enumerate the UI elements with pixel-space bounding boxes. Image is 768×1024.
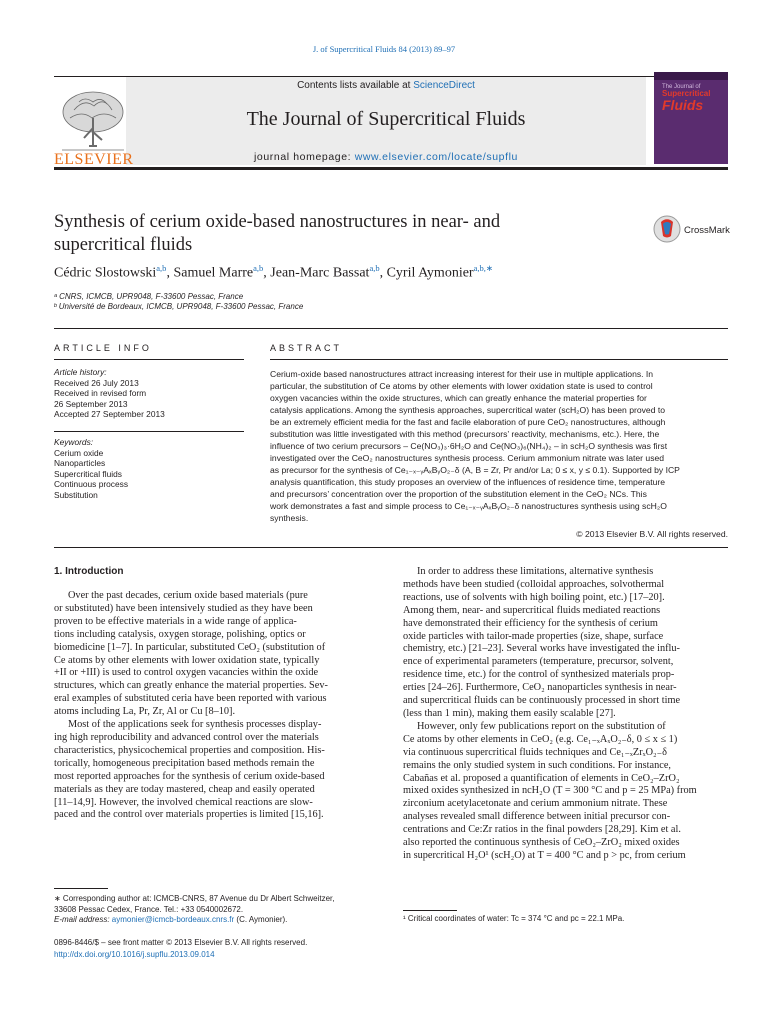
text-line: centrations and Ce:Zr ratios in the final powders [28,29]. Kim et al.	[403, 824, 681, 836]
abstract-line: Cerium-oxide based nanostructures attract increasing interest for their use in multiple applications. In	[270, 369, 654, 379]
abstract-line: be an extremely efficient media for the fast and facile elaboration of pure CeO₂ nanostructures, although	[270, 417, 666, 427]
text-line: Among them, near- and supercritical fluids mediated reactions	[403, 604, 661, 616]
sciencedirect-link[interactable]: ScienceDirect	[413, 80, 475, 91]
author-affiliation-marker[interactable]: a,b	[156, 263, 167, 273]
abstract-bottom-rule	[54, 547, 728, 548]
text-line: Ce atoms by other elements in CeO₂ (e.g. Ce₁₋ₓAₓO₂₋δ, 0 ≤ x ≤ 1)	[403, 733, 678, 745]
text-line: mixed oxides synthesized in ncH₂O (T = 300 °C and p = 25 MPa) from	[403, 785, 697, 797]
title-line-2: supercritical fluids	[54, 235, 193, 255]
abstract-line: synthesis.	[270, 513, 309, 523]
keyword: Continuous process	[54, 479, 129, 489]
abstract-line: catalysis applications. Among the synthesis approaches, supercritical water (scH₂O) has been proved to	[270, 405, 666, 415]
text-line: have demonstrated their efficiency for the synthesis of cerium	[403, 617, 658, 629]
author-name[interactable]: Samuel Marre	[173, 265, 254, 281]
email-line	[54, 915, 384, 926]
homepage-link[interactable]: www.elsevier.com/locate/supflu	[354, 151, 519, 163]
text-line: analyses revealed small difference between initial precursor con-	[403, 811, 671, 823]
text-line: [11–14,9]. However, the involved chemical reactions are slow-	[54, 796, 313, 808]
keywords	[54, 437, 244, 500]
author-affiliation-marker[interactable]: a,b	[369, 263, 380, 273]
text-line: eral examples of substituted ceria have been reported with various	[54, 693, 327, 705]
abstract-line: investigated over the CeO₂ nanostructures synthesis process. Cerium ammonium nitrate was later used	[270, 453, 665, 463]
abstract-line: and precursors’ concentration over the proportion of the substitution element in the CeO₂ NCs. This	[270, 489, 647, 499]
affiliation-b: ᵇ Université de Bordeaux, ICMCB, UPR9048, F-33600 Pessac, France	[54, 302, 304, 311]
text-line: structures, which can greatly enhance the material properties. Sev-	[54, 680, 328, 692]
text-line: also reported the continuous synthesis of CeO₂–ZrO₂ mixed oxides	[403, 837, 680, 849]
history-item: Received 26 July 2013	[54, 377, 139, 388]
issn-block	[54, 937, 307, 961]
text-line: remains the only studied system in such conditions. For instance,	[403, 759, 671, 771]
abstract-rule	[270, 359, 728, 360]
keyword: Substitution	[54, 489, 98, 500]
header-bottom-rule	[54, 167, 728, 170]
contents-available	[126, 80, 646, 91]
cover-line2: Supercritical	[662, 89, 711, 98]
author-name[interactable]: Cédric Slostowski	[54, 265, 157, 281]
affiliation-a: ᵃ CNRS, ICMCB, UPR9048, F-33600 Pessac, France	[54, 292, 244, 301]
text-line: reactions, use of solvents with high boiling point, etc.) [17–20].	[403, 591, 665, 603]
text-line: characteristics, physicochemical properties and composition. His-	[54, 744, 325, 756]
text-line: Most of the applications seek for synthesis processes display-	[68, 719, 322, 731]
text-line: in supercritical H₂O¹ (scH₂O) at T = 400 °C and p > pc, from cerium	[403, 849, 686, 861]
abstract-text	[270, 368, 728, 524]
text-line: materials as they are today mastered, cheap and easily operated	[54, 783, 315, 795]
keywords-label: Keywords:	[54, 437, 94, 447]
footnote-line: ∗ Corresponding author at: ICMCB-CNRS, 87 Avenue du Dr Albert Schweitzer,	[54, 894, 335, 903]
abstract-line: oxygen vacancies within the oxide structures, which can greatly enhance the material properties for	[270, 393, 647, 403]
title-line-1: Synthesis of cerium oxide-based nanostructures in near- and	[54, 212, 501, 232]
text-line: biomedicine [1–7]. In particular, substituted CeO₂ (substitution of	[54, 641, 326, 653]
footnote-rule-right	[403, 910, 457, 911]
abstract-line: influence of two cerium precursors – Ce(NO₃)₃·6H₂O and Ce(NO₃)₆(NH₄)₂ – in scH₂O synthesis was first	[270, 441, 668, 451]
article-info-heading: ARTICLE INFO	[54, 343, 152, 353]
elsevier-wordmark: ELSEVIER	[54, 151, 134, 168]
keywords-rule	[54, 431, 244, 432]
text-line: zirconium acetylacetonate and cerium ammonium nitrate. These	[403, 798, 668, 810]
issn-line: 0896-8446/$ – see front matter © 2013 Elsevier B.V. All rights reserved.	[54, 938, 308, 947]
abstract-line: particular, the substitution of Ce atoms by other elements with lower oxidation state is used to control	[270, 381, 653, 391]
text-line: ing high reproducibility and advanced control over the materials	[54, 731, 319, 743]
text-line: most reported approaches for the synthesis of cerium oxide-based	[54, 770, 325, 782]
text-line: In order to address these limitations, alternative synthesis	[417, 566, 654, 577]
text-line: atoms including La, Pr, Zr, Al or Cu [8–10].	[54, 706, 236, 718]
copyright-notice: © 2013 Elsevier B.V. All rights reserved.	[576, 529, 728, 539]
text-line: chemistry, etc.) [21–23]. Several works have investigated the influ-	[403, 643, 680, 655]
text-line: Over the past decades, cerium oxide based materials (pure	[68, 590, 308, 601]
right-column-text	[403, 566, 728, 863]
article-info-rule	[54, 359, 244, 360]
cover-band	[654, 72, 728, 80]
keyword: Supercritical fluids	[54, 468, 122, 479]
text-line: via continuous supercritical fluids techniques and Ce₁₋ₓZrₓO₂₋δ	[403, 746, 667, 758]
water-critical-footnote: ¹ Critical coordinates of water: Tc = 374 °C and pc = 22.1 MPa.	[403, 914, 625, 923]
crossmark-label[interactable]: CrossMark	[684, 225, 730, 236]
article-history	[54, 367, 244, 420]
text-line: Ce atoms by other elements with lower oxidation state, typically	[54, 654, 320, 666]
article-title	[54, 211, 614, 257]
journal-reference[interactable]: J. of Supercritical Fluids 84 (2013) 89–97	[312, 44, 456, 54]
text-line: However, only few publications report on the substitution of	[417, 720, 666, 732]
email-link[interactable]: aymonier@icmcb-bordeaux.cnrs.fr	[111, 915, 235, 924]
affiliation-rule	[54, 328, 728, 329]
text-line: oxide particles with tailor-made properties (size, shape, surface	[403, 630, 664, 642]
cover-line1: The Journal of	[662, 84, 701, 90]
abstract-line: as precursor for the synthesis of Ce₁₋ₓ₋ᵧAₓBᵧO₂₋δ (A, B = Zr, Pr and/or La; 0 ≤ x, y ≤ 0.1). Supported by ICP	[270, 465, 680, 475]
text-line: proven to be effective materials in a wide range of applica-	[54, 615, 297, 627]
author-name[interactable]: Jean-Marc Bassat	[270, 265, 370, 281]
journal-cover-thumbnail[interactable]	[654, 72, 728, 164]
corresponding-author-footnote	[54, 894, 384, 926]
cover-title	[662, 84, 724, 112]
footnote-rule-left	[54, 888, 108, 889]
email-label: E-mail address:	[54, 915, 112, 924]
left-column-text	[54, 590, 379, 822]
journal-homepage	[126, 151, 646, 163]
section-heading-introduction: 1. Introduction	[54, 566, 124, 577]
journal-title: The Journal of Supercritical Fluids	[246, 108, 526, 130]
history-item: Accepted 27 September 2013	[54, 409, 165, 419]
abstract-line: analysis quantification, this study proposes an overview of the influences of residence time, temperature	[270, 477, 666, 487]
author-affiliation-marker[interactable]: a,b	[253, 263, 264, 273]
keyword: Cerium oxide	[54, 447, 104, 458]
doi-link[interactable]: http://dx.doi.org/10.1016/j.supflu.2013.09.014	[54, 950, 215, 959]
text-line: ence of experimental parameters (temperature, precursor, solvent,	[403, 656, 674, 668]
homepage-prefix: journal homepage:	[253, 151, 355, 163]
abstract-heading: ABSTRACT	[270, 343, 343, 353]
text-line: or substituted) have been intensively studied as they have been	[54, 602, 313, 614]
author-affiliation-marker[interactable]: a,b,∗	[473, 263, 493, 273]
text-line: torically, homogeneous precipitation based methods remain the	[54, 757, 315, 769]
text-line: and supercritical fluids can be continuously processed in short time	[403, 695, 681, 707]
footnote-line: 33608 Pessac Cedex, France. Tel.: +33 0540002672.	[54, 904, 244, 914]
abstract-line: substitution was little investigated with this method (precursors’ reactivity, mechanisms, etc.). Here, the	[270, 429, 660, 439]
text-line: paced and the control over materials properties is limited [15,16].	[54, 809, 324, 821]
crossmark-icon[interactable]	[652, 214, 682, 244]
email-suffix: (C. Aymonier).	[234, 915, 288, 924]
text-line: Cabañas et al. proposed a quantification of elements in CeO₂–ZrO₂	[403, 772, 680, 784]
history-item: 26 September 2013	[54, 398, 128, 409]
text-line: +II or +III) is used to control oxygen vacancies within the oxide	[54, 667, 319, 679]
text-line: (less than 1 min), making them easily scalable [27].	[403, 707, 616, 719]
cover-line3: Fluids	[662, 97, 704, 113]
author-list: Cédric Slostowski$^{a,b}$, Samuel Marre$^{a,b}$, Jean-Marc Bassat$^{a,b}$, Cyril Aymonier$^{a,b,∗}$	[54, 263, 493, 281]
history-item: Received in revised form	[54, 388, 147, 398]
author-name[interactable]: Cyril Aymonier	[386, 265, 474, 281]
text-line: tions including catalysis, oxygen storage, polishing, optics or	[54, 628, 306, 640]
keyword: Nanoparticles	[54, 458, 106, 468]
abstract-line: work demonstrates a fast and simple process to Ce₁₋ₓ₋ᵧAₓBᵧO₂₋δ nanostructures synthesis using scH₂O	[270, 501, 667, 511]
contents-prefix: Contents lists available at	[297, 80, 414, 91]
text-line: methods have been studied (colloidal approaches, solvothermal	[403, 578, 665, 590]
text-line: residence time, etc.) for the control of synthesized materials prop-	[403, 669, 675, 681]
text-line: erties [24–26]. Furthermore, CeO₂ nanoparticles synthesis in near-	[403, 682, 677, 694]
history-label: Article history:	[54, 367, 107, 377]
